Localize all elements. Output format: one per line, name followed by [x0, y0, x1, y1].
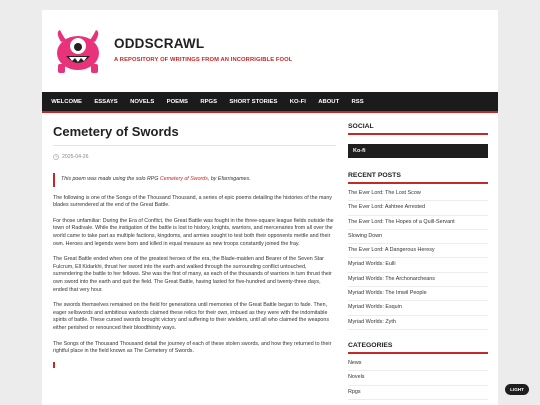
category-link[interactable]: Rpgs	[348, 386, 488, 400]
site-title[interactable]: ODDSCRAWL	[114, 36, 205, 51]
recent-posts-list	[348, 187, 488, 330]
recent-post-link[interactable]: Slowing Down	[348, 230, 488, 244]
page-container	[42, 10, 498, 405]
intro-link[interactable]: Cemetery of Swords	[159, 176, 208, 182]
recent-post-link[interactable]: Myriad Worlds: The Imwil People	[348, 287, 488, 301]
post-paragraph: The swords themselves remained on the field for generations until memories of the Great Battle began to fade. Then, eager sellswords and ambitious warlords claimed these relics for their own, imbued as they were with the indomitable spirits of battle. These cursed swords brought victory and suffering to their wielders, until all who claimed the weapons either perished or renounced their bloodthirsty ways.	[53, 302, 329, 331]
social-widget-title: SOCIAL	[348, 123, 488, 135]
site-description: A REPOSITORY OF WRITINGS FROM AN INCORRIGIBLE FOOL	[114, 57, 293, 63]
site-header	[42, 10, 498, 92]
main-content	[53, 124, 336, 368]
recent-post-link[interactable]: Myriad Worlds: Zyth	[348, 316, 488, 330]
recent-posts-title: RECENT POSTS	[348, 172, 488, 184]
recent-post-link[interactable]: Myriad Worlds: The Archonarcheans	[348, 273, 488, 287]
nav-item-essays[interactable]: ESSAYS	[94, 98, 118, 105]
theme-toggle-button[interactable]: LIGHT	[505, 384, 529, 395]
nav-item-welcome[interactable]: WELCOME	[51, 98, 82, 105]
post-date[interactable]: 2025-04-26	[62, 154, 89, 160]
nav-item-about[interactable]: ABOUT	[318, 98, 340, 105]
intro-text-suffix: , by Efarrisgames.	[207, 176, 251, 182]
recent-post-link[interactable]: The Ever Lord: The Lost Scow	[348, 187, 488, 201]
clock-icon	[53, 154, 59, 160]
title-divider	[53, 145, 336, 146]
recent-post-link[interactable]: Myriad Worlds: Esquin	[348, 301, 488, 315]
categories-list	[348, 357, 488, 400]
categories-title: CATEGORIES	[348, 342, 488, 354]
intro-blockquote	[53, 173, 336, 187]
post-paragraph: The Great Battle ended when one of the greatest heroes of the era, the Blade-maiden and Bearer of the Seven Star Fulcrum, Ell Kidarkhi, thrust her sword into the earth and walked through the surrounding conflict untouched, surrendering the battle to her fellows. She was the first of many, as each of the thousands of warriors in turn thrust their own sword into the earth and quit the field. The Great Battle, having lasted for five-hundred and twenty-three days, ended that very hour.	[53, 256, 332, 293]
post-paragraph: The Songs of the Thousand Thousand detail the journey of each of these stolen swords, and how they returned to their rightful place in the field known as The Cemetery of Swords.	[53, 340, 332, 355]
category-link[interactable]: Novels	[348, 371, 488, 385]
nav-item-short-stories[interactable]: SHORT STORIES	[229, 98, 278, 105]
monster-logo-icon[interactable]	[53, 28, 103, 74]
nav-item-novels[interactable]: NOVELS	[130, 98, 155, 105]
nav-item-rpgs[interactable]: RPGS	[200, 98, 218, 105]
post-title: Cemetery of Swords	[53, 124, 179, 139]
next-blockquote	[53, 362, 336, 368]
main-nav	[42, 92, 498, 113]
post-meta	[53, 154, 336, 160]
category-link[interactable]: News	[348, 357, 488, 371]
kofi-button[interactable]: Ko-fi	[348, 144, 488, 158]
nav-item-rss[interactable]: RSS	[351, 98, 364, 105]
recent-post-link[interactable]: The Ever Lord: A Dangerous Heresy	[348, 244, 488, 258]
recent-post-link[interactable]: Myriad Worlds: Eulli	[348, 258, 488, 272]
recent-post-link[interactable]: The Ever Lord: Ashtree Arrested	[348, 201, 488, 215]
nav-item-poems[interactable]: POEMS	[166, 98, 188, 105]
nav-item-ko-fi[interactable]: KO-FI	[289, 98, 306, 105]
post-paragraph: The following is one of the Songs of the Thousand Thousand, a series of epic poems detailing the histories of the many blades surrendered at the end of the Great Battle.	[53, 194, 332, 209]
recent-post-link[interactable]: The Ever Lord: The Hopes of a Quill-Servant	[348, 216, 488, 230]
intro-text-prefix: This poem was made using the solo RPG	[61, 176, 160, 182]
sidebar	[348, 123, 488, 400]
post-paragraph: For those unfamiliar: During the Era of Conflict, the Great Battle was fought in the three-square league fields outside the town of Radivale. While the instigation of the battle is lost to history, knights, warriors, and mercenaries from all over the world came to take part as multiple factions, kingdoms, and armies sought to test both their opponents mettle and their own. Heroes and legends were born and killed in equal measure as new troops constantly joined the fray.	[53, 217, 334, 247]
